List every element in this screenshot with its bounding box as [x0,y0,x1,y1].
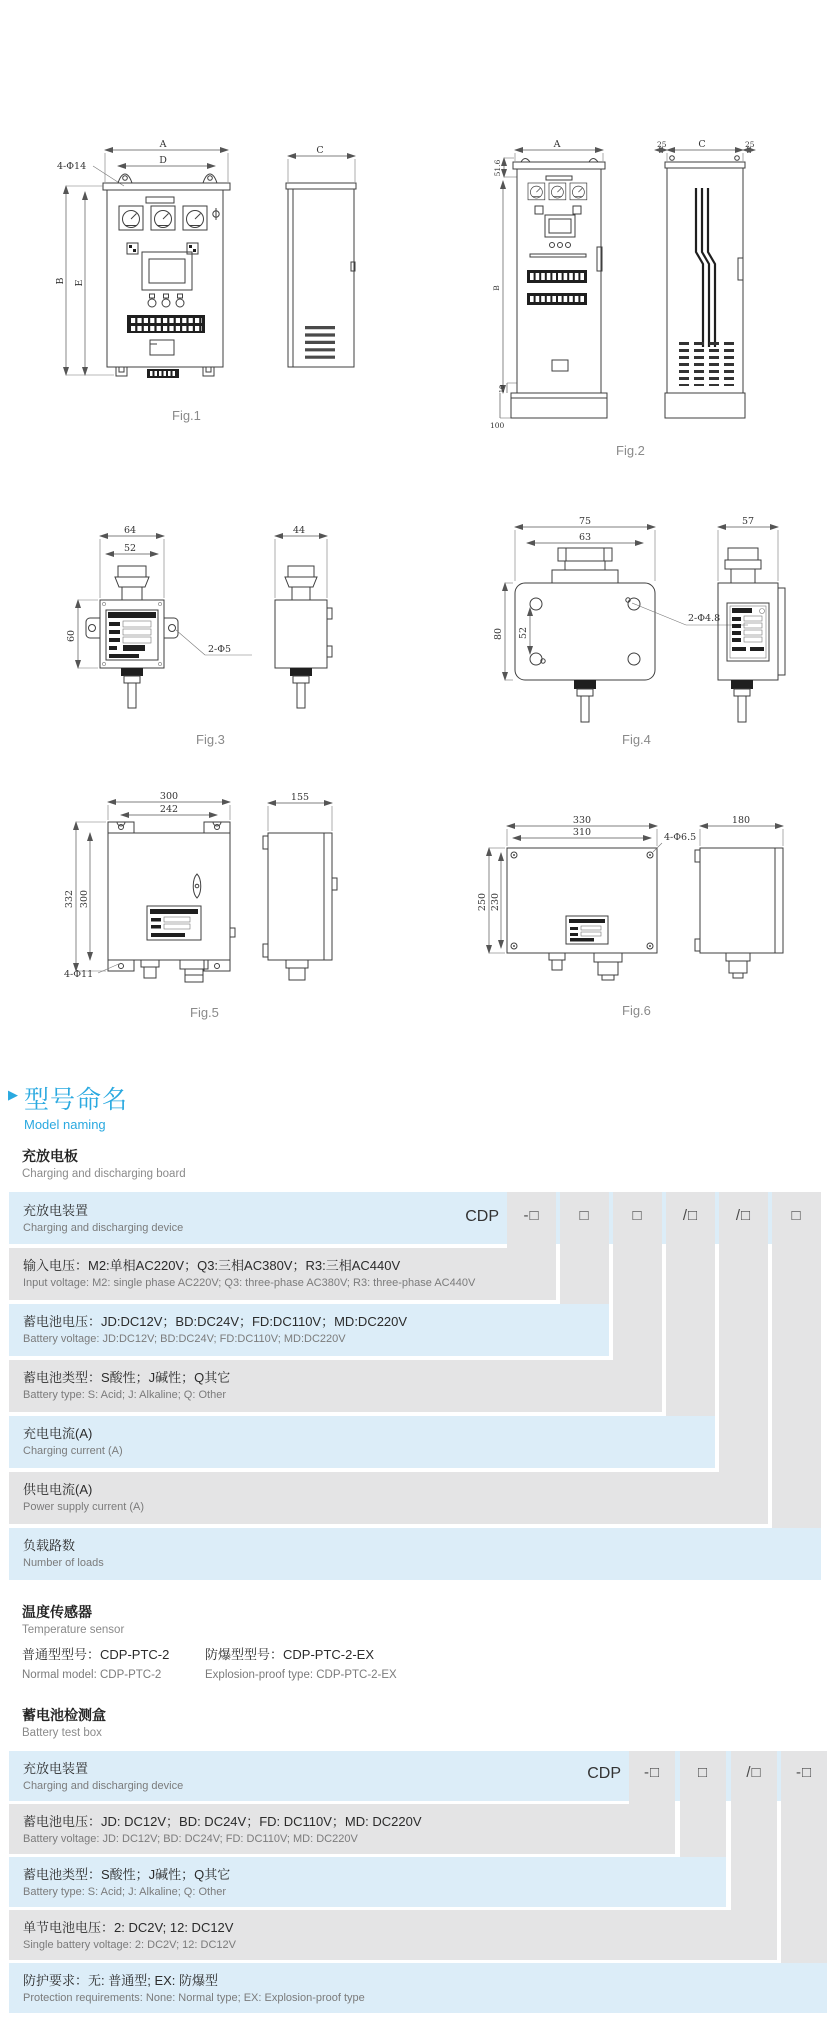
sensor-models-en-row [22,1665,830,1681]
sensor-heading-zh: 温度传感器 [22,1604,92,1620]
fig1-dim-a: A [159,139,167,150]
naming-table-testbox [9,1751,827,2013]
model-prefix: CDP [587,1765,621,1782]
header-row-zh: 充放电装置 [23,1203,89,1218]
fig6-dim-230: 230 [490,892,501,912]
row-zh: 输入电压：M2:单相AC220V；Q3:三相AC380V；R3:三相AC440V [23,1258,401,1273]
model-prefix: CDP [465,1208,499,1225]
row-power-supply-current-text [23,1479,144,1513]
fig1-dim-b: B [55,277,66,285]
row-zh: 蓄电池电压：JD: DC12V；BD: DC24V；FD: DC110V；MD: DC220V [23,1814,422,1829]
fig5-dim-155: 155 [290,792,310,803]
row-battery-voltage-text [23,1811,422,1845]
row-single-battery-voltage-text [23,1917,236,1951]
code-box-2: □ [697,1764,709,1781]
fig2-dim-10: 10 [498,384,506,394]
row-zh: 蓄电池类型：S酸性；J碱性；Q其它 [23,1867,231,1882]
section-title-zh: 型号命名 [24,1086,129,1114]
row-zh: 充电电流(A) [23,1426,93,1441]
fig3-dim-64: 64 [123,525,137,536]
fig1-callout: 4-Φ14 [57,161,87,172]
row-zh: 负载路数 [23,1538,76,1553]
fig2-dim-a: A [553,139,561,150]
testbox-subsection-heading [22,1705,830,1739]
row-en: Battery voltage: JD:DC12V; BD:DC24V; FD:DC110V; MD:DC220V [23,1333,346,1345]
header-row-label [23,1758,183,1792]
fig6-dim-250: 250 [477,892,488,912]
header-row-zh: 充放电装置 [23,1761,89,1776]
row-zh: 供电电流(A) [23,1482,93,1497]
fig2-dim-25l: 25 [657,140,667,149]
fig4-dim-52: 52 [518,626,529,640]
row-zh: 单节电池电压：2: DC2V; 12: DC12V [23,1920,234,1935]
fig6-callout: 4-Φ6.5 [664,832,697,843]
row-number-of-loads-text [23,1535,104,1569]
fig5-dim-300l: 300 [79,889,90,909]
fig5-callout: 4-Φ11 [64,969,94,980]
triangle-bullet-icon: ▶ [8,1087,18,1102]
fig3-dim-52: 52 [123,543,137,554]
code-box-5: /□ [735,1207,752,1224]
row-en: Protection requirements: None: Normal type; EX: Explosion-proof type [23,1992,365,2004]
fig4-dim-75: 75 [578,516,592,527]
code-box-6: □ [791,1207,802,1224]
fig1-dim-e: E [74,279,85,287]
fig2-dim-c: C [698,139,706,150]
section-title-en: Model naming [24,1117,106,1132]
fig5-box-drawing [64,791,337,1020]
row-input-voltage-text [23,1255,475,1289]
header-row-en: Charging and discharging device [23,1780,184,1792]
fig2-label: Fig.2 [616,443,645,458]
sensor-explosion-model-en: Explosion-proof type: CDP-PTC-2-EX [205,1669,397,1681]
testbox-heading-zh: 蓄电池检测盒 [22,1707,106,1723]
fig5-dim-242: 242 [159,804,179,815]
fig2-dim-b: B [492,285,501,291]
sensor-normal-model-en: Normal model: CDP-PTC-2 [22,1669,162,1681]
header-row-en: Charging and discharging device [23,1222,184,1234]
row-battery-type-text [23,1864,230,1898]
fig2-cabinet-drawing [490,139,755,458]
section-header [0,1080,830,1132]
sensor-heading-en: Temperature sensor [22,1624,125,1636]
naming-table-board [9,1192,821,1580]
row-en: Power supply current (A) [23,1501,145,1513]
row-en: Battery type: S: Acid; J: Alkaline; Q: Other [23,1886,226,1898]
fig2-dim-25r: 25 [745,140,755,149]
fig3-callout: 2-Φ5 [208,644,232,655]
row-zh: 蓄电池类型：S酸性；J碱性；Q其它 [23,1370,231,1385]
fig5-dim-300t: 300 [159,791,179,802]
board-subsection-heading [22,1146,830,1180]
row-zh: 防护要求：无: 普通型; EX: 防爆型 [23,1973,219,1988]
row-battery-voltage-text [23,1311,407,1345]
board-heading-en: Charging and discharging board [22,1168,186,1180]
fig3-dim-44: 44 [292,525,306,536]
fig4-label: Fig.4 [622,732,651,747]
fig3-sensor-drawing [66,525,332,747]
fig4-callout: 2-Φ4.8 [688,613,721,624]
fig4-dim-63: 63 [578,532,592,543]
row-en: Battery type: S: Acid; J: Alkaline; Q: Other [23,1389,226,1401]
fig6-label: Fig.6 [622,1003,651,1018]
fig1-cabinet-drawing [55,139,356,423]
row-zh: 蓄电池电压：JD:DC12V；BD:DC24V；FD:DC110V；MD:DC220V [23,1314,408,1329]
sensor-models-zh-row [22,1644,830,1663]
code-box-1: -□ [523,1207,540,1224]
row-en: Charging current (A) [23,1445,123,1457]
fig2-dim-100: 100 [490,421,505,430]
code-box-4: /□ [682,1207,699,1224]
code-box-1: -□ [643,1764,661,1781]
fig5-dim-332: 332 [64,889,75,909]
fig3-dim-60: 60 [66,629,77,643]
fig6-box-drawing [477,815,783,1018]
code-box-2: □ [579,1207,590,1224]
fig1-dim-c: C [316,145,324,156]
model-naming-section [0,1080,830,2013]
sensor-normal-model-zh: 普通型型号：CDP-PTC-2 [22,1647,170,1662]
row-protection-requirements-text [23,1970,365,2004]
row-charging-current-text [23,1423,123,1457]
code-box-3: /□ [746,1764,762,1781]
row-en: Battery voltage: JD: DC12V; BD: DC24V; FD: DC110V; MD: DC220V [23,1833,358,1845]
row-number-of-loads [9,1528,821,1580]
fig4-dim-80: 80 [493,627,504,641]
header-row-label [23,1200,183,1234]
fig3-label: Fig.3 [196,732,225,747]
sensor-explosion-model-zh: 防爆型型号：CDP-PTC-2-EX [205,1647,375,1662]
fig1-label: Fig.1 [172,408,201,423]
fig4-dim-57: 57 [741,516,755,527]
code-column-6 [772,1192,821,1580]
row-en: Number of loads [23,1557,104,1569]
board-heading-zh: 充放电板 [22,1148,78,1164]
fig6-dim-180: 180 [731,815,751,826]
row-en: Single battery voltage: 2: DC2V; 12: DC12V [23,1939,236,1951]
fig1-dim-d: D [159,155,167,166]
fig4-sensor-drawing [493,516,785,747]
code-box-4: -□ [795,1764,813,1781]
fig2-dim-516: 51.6 [493,159,502,177]
fig5-label: Fig.5 [190,1005,219,1020]
fig6-dim-330: 330 [572,815,592,826]
fig6-dim-310: 310 [572,827,592,838]
code-box-3: □ [632,1207,643,1224]
row-battery-type-text [23,1367,230,1401]
sensor-subsection [22,1602,830,1681]
testbox-heading-en: Battery test box [22,1727,102,1739]
row-en: Input voltage: M2: single phase AC220V; Q3: three-phase AC380V; R3: three-phase AC440V [23,1277,476,1289]
